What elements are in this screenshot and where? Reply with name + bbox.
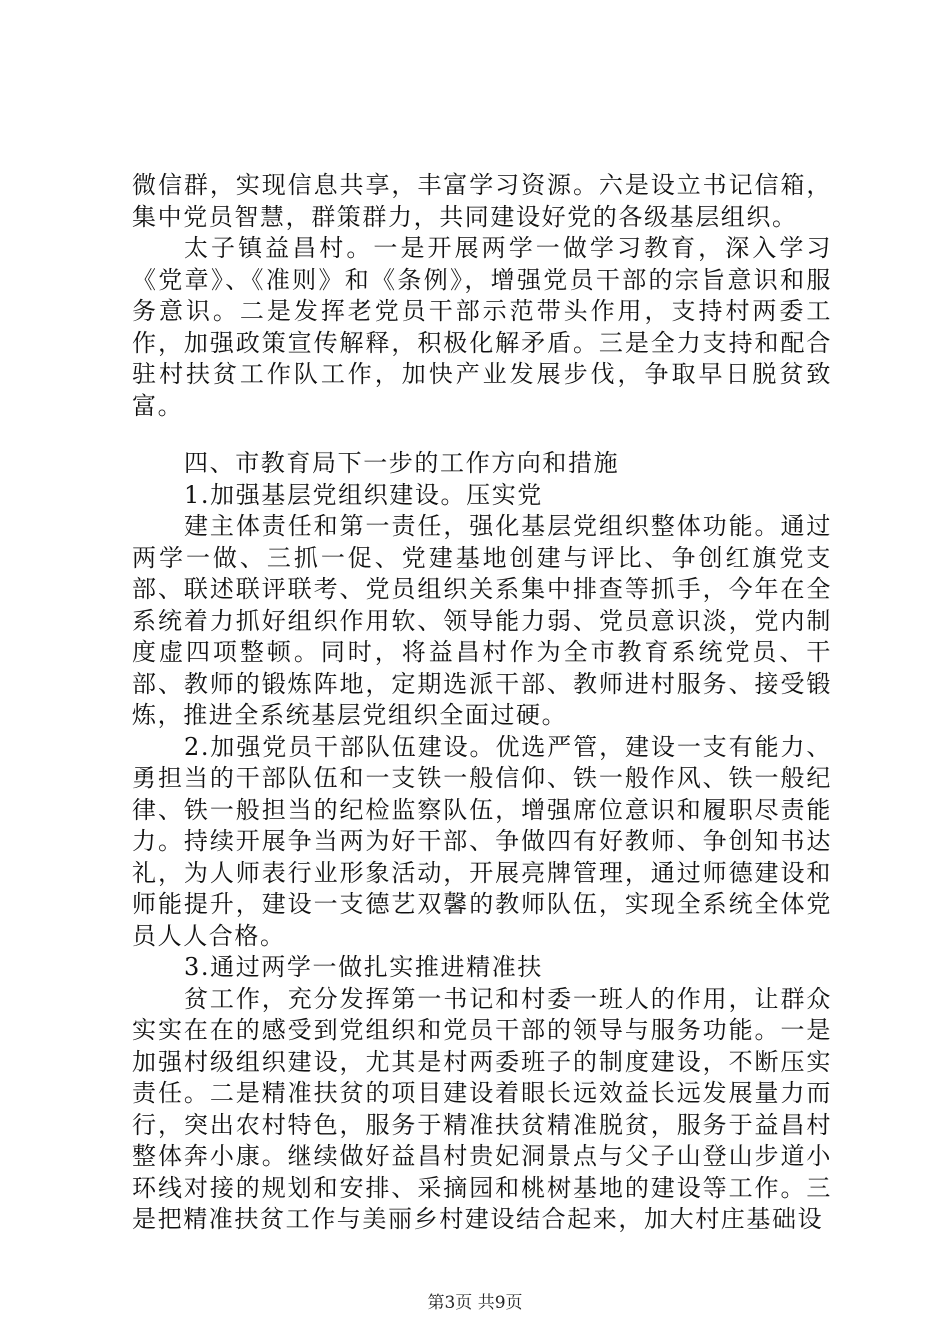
paragraph-3: 建主体责任和第一责任，强化基层党组织整体功能。通过两学一做、三抓一促、党建基地创建与评比、争创红旗党支部、联述联评联考、党员组织关系集中排查等抓手，今年在全系统着力抓好组织作用软、领导能力弱、党员意识淡，党内制度虚四项整顿。同时，将益昌村作为全市教育系统党员、干部、教师的锻炼阵地，定期选派干部、教师进村服务、接受锻炼，推进全系统基层党组织全面过硬。 — [132, 512, 832, 729]
subheading-1: 1.加强基层党组织建设。压实党 — [184, 480, 543, 509]
subheading-3: 3.通过两学一做扎实推进精准扶 — [184, 953, 543, 981]
paragraph-2: 太子镇益昌村。一是开展两学一做学习教育，深入学习《党章》、《准则》和《条例》，增强党员干部的宗旨意识和服务意识。二是发挥老党员干部示范带头作用，支持村两委工作，加强政策宣传解释，积极化解矛盾。三是全力支持和配合驻村扶贫工作队工作，加快产业发展步伐，争取早日脱贫致富。 — [132, 234, 832, 420]
paragraph-gap — [132, 422, 832, 448]
paragraph-1: 微信群，实现信息共享，丰富学习资源。六是设立书记信箱，集中党员智慧，群策群力，共同建设好党的各级基层组织。 — [132, 171, 832, 231]
paragraph-4: 2.加强党员干部队伍建设。优选严管，建设一支有能力、勇担当的干部队伍和一支铁一般信仰、铁一般作风、铁一般纪律、铁一般担当的纪检监察队伍，增强席位意识和履职尽责能力。持续开展争当两为好干部、争做四有好教师、争创知书达礼，为人师表行业形象活动，开展亮牌管理，通过师德建设和师能提升，建设一支德艺双馨的教师队伍，实现全系统全体党员人人合格。 — [132, 732, 832, 950]
page-number: 第3页 共9页 — [427, 1293, 523, 1313]
paragraph-5: 贫工作，充分发挥第一书记和村委一班人的作用，让群众实实在在的感受到党组织和党员干部的领导与服务功能。一是加强村级组织建设，尤其是村两委班子的制度建设，不断压实责任。二是精准扶贫的项目建设着眼长远效益长远发展量力而行，突出农村特色，服务于精准扶贫精准脱贫，服务于益昌村整体奔小康。继续做好益昌村贵妃洞景点与父子山登山步道小环线对接的规划和安排、采摘园和桃树基地的建设等工作。三是把精准扶贫工作与美丽乡村建设结合起来，加大村庄基础设 — [132, 984, 832, 1233]
document-body — [132, 170, 832, 1236]
section-heading: 四、市教育局下一步的工作方向和措施 — [184, 449, 620, 477]
